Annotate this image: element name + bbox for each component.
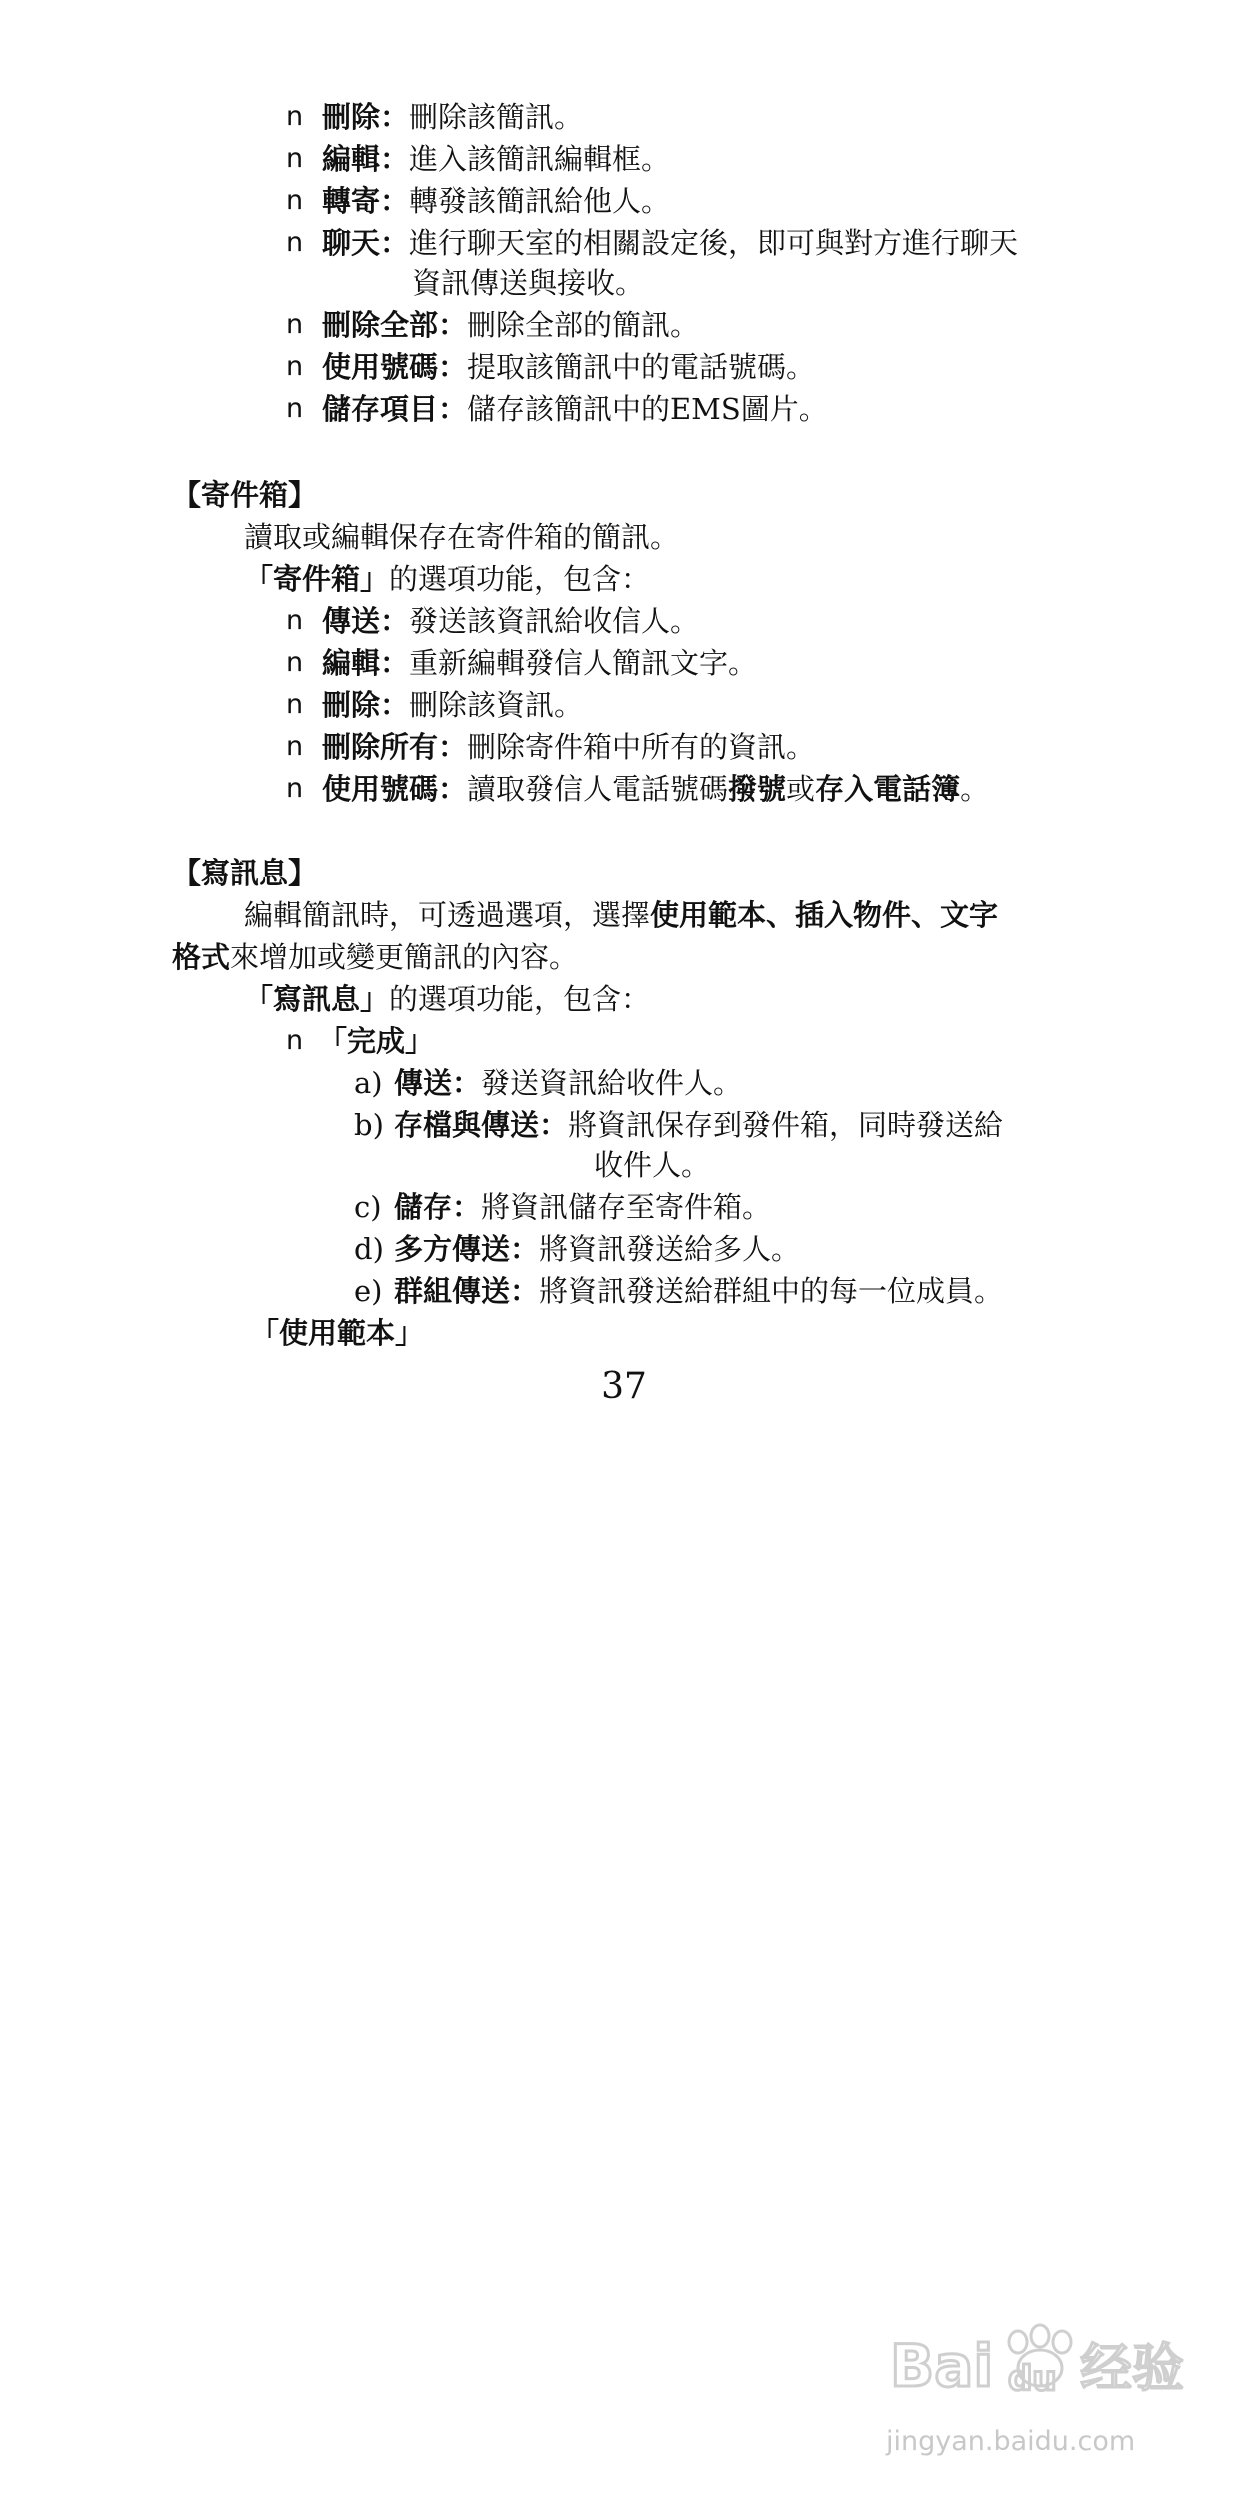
bullet: n: [286, 1025, 304, 1056]
bullet: n: [286, 773, 304, 804]
bullet: n: [286, 393, 304, 424]
list-item: 多方傳送：將資訊發送給多人。: [394, 1232, 801, 1266]
watermark-text-jingyan: 经验: [1080, 2339, 1185, 2399]
watermark-text-du: du: [1008, 2359, 1057, 2399]
list-item: 存檔與傳送：將資訊保存到發件箱，同時發送給: [394, 1108, 1004, 1142]
list-letter: a): [354, 1066, 383, 1100]
list-item: 編輯：重新編輯發信人簡訊文字。: [322, 646, 758, 680]
list-item: 刪除：刪除該簡訊。: [322, 100, 584, 134]
list-item: 儲存項目：儲存該簡訊中的EMS圖片。: [322, 392, 828, 426]
bullet: n: [286, 351, 304, 382]
bullet: n: [286, 309, 304, 340]
list-item: 刪除所有：刪除寄件箱中所有的資訊。: [322, 730, 816, 764]
list-item: 轉寄：轉發該簡訊給他人。: [322, 184, 671, 218]
baidu-jingyan-watermark-logo: [890, 2318, 1190, 2408]
list-item: 傳送：發送資訊給收件人。: [394, 1066, 743, 1100]
watermark-text-bai: Bai: [890, 2332, 994, 2400]
list-item: 聊天：進行聊天室的相關設定後，即可與對方進行聊天: [322, 226, 1019, 260]
bullet: n: [286, 647, 304, 678]
bullet: n: [286, 731, 304, 762]
bullet: n: [286, 689, 304, 720]
bullet: n: [286, 101, 304, 132]
list-letter: c): [354, 1190, 382, 1224]
list-letter: b): [354, 1108, 384, 1142]
list-item: 群組傳送：將資訊發送給群組中的每一位成員。: [394, 1274, 1004, 1308]
page-number: 37: [601, 1366, 647, 1407]
sub-heading: 「使用範本」: [250, 1316, 425, 1350]
section-intro: 編輯簡訊時，可透過選項，選擇使用範本、插入物件、文字: [244, 898, 999, 932]
bullet: n: [286, 185, 304, 216]
options-intro: 「寄件箱」的選項功能，包含：: [244, 562, 651, 596]
section-heading: 【寫訊息】: [172, 856, 318, 890]
sub-heading: 「完成」: [318, 1024, 435, 1058]
list-item: 使用號碼：提取該簡訊中的電話號碼。: [322, 350, 816, 384]
section-heading: 【寄件箱】: [172, 478, 318, 512]
list-item: 刪除全部：刪除全部的簡訊。: [322, 308, 700, 342]
list-item: 使用號碼：讀取發信人電話號碼撥號或存入電話簿。: [322, 772, 990, 806]
section-intro-continuation: 格式來增加或變更簡訊的內容。: [172, 940, 579, 974]
bullet: n: [286, 605, 304, 636]
list-letter: d): [354, 1232, 384, 1266]
list-item: 儲存：將資訊儲存至寄件箱。: [394, 1190, 772, 1224]
watermark-url: jingyan.baidu.com: [886, 2426, 1136, 2457]
list-item: 編輯：進入該簡訊編輯框。: [322, 142, 671, 176]
list-item-continuation: 資訊傳送與接收。: [412, 266, 645, 300]
options-intro: 「寫訊息」的選項功能，包含：: [244, 982, 651, 1016]
list-letter: e): [354, 1274, 383, 1308]
bullet: n: [286, 227, 304, 258]
list-item: 傳送：發送該資訊給收信人。: [322, 604, 700, 638]
list-item: 刪除：刪除該資訊。: [322, 688, 584, 722]
bullet: n: [286, 143, 304, 174]
section-intro: 讀取或編輯保存在寄件箱的簡訊。: [244, 520, 680, 554]
list-item-continuation: 收件人。: [594, 1148, 711, 1182]
